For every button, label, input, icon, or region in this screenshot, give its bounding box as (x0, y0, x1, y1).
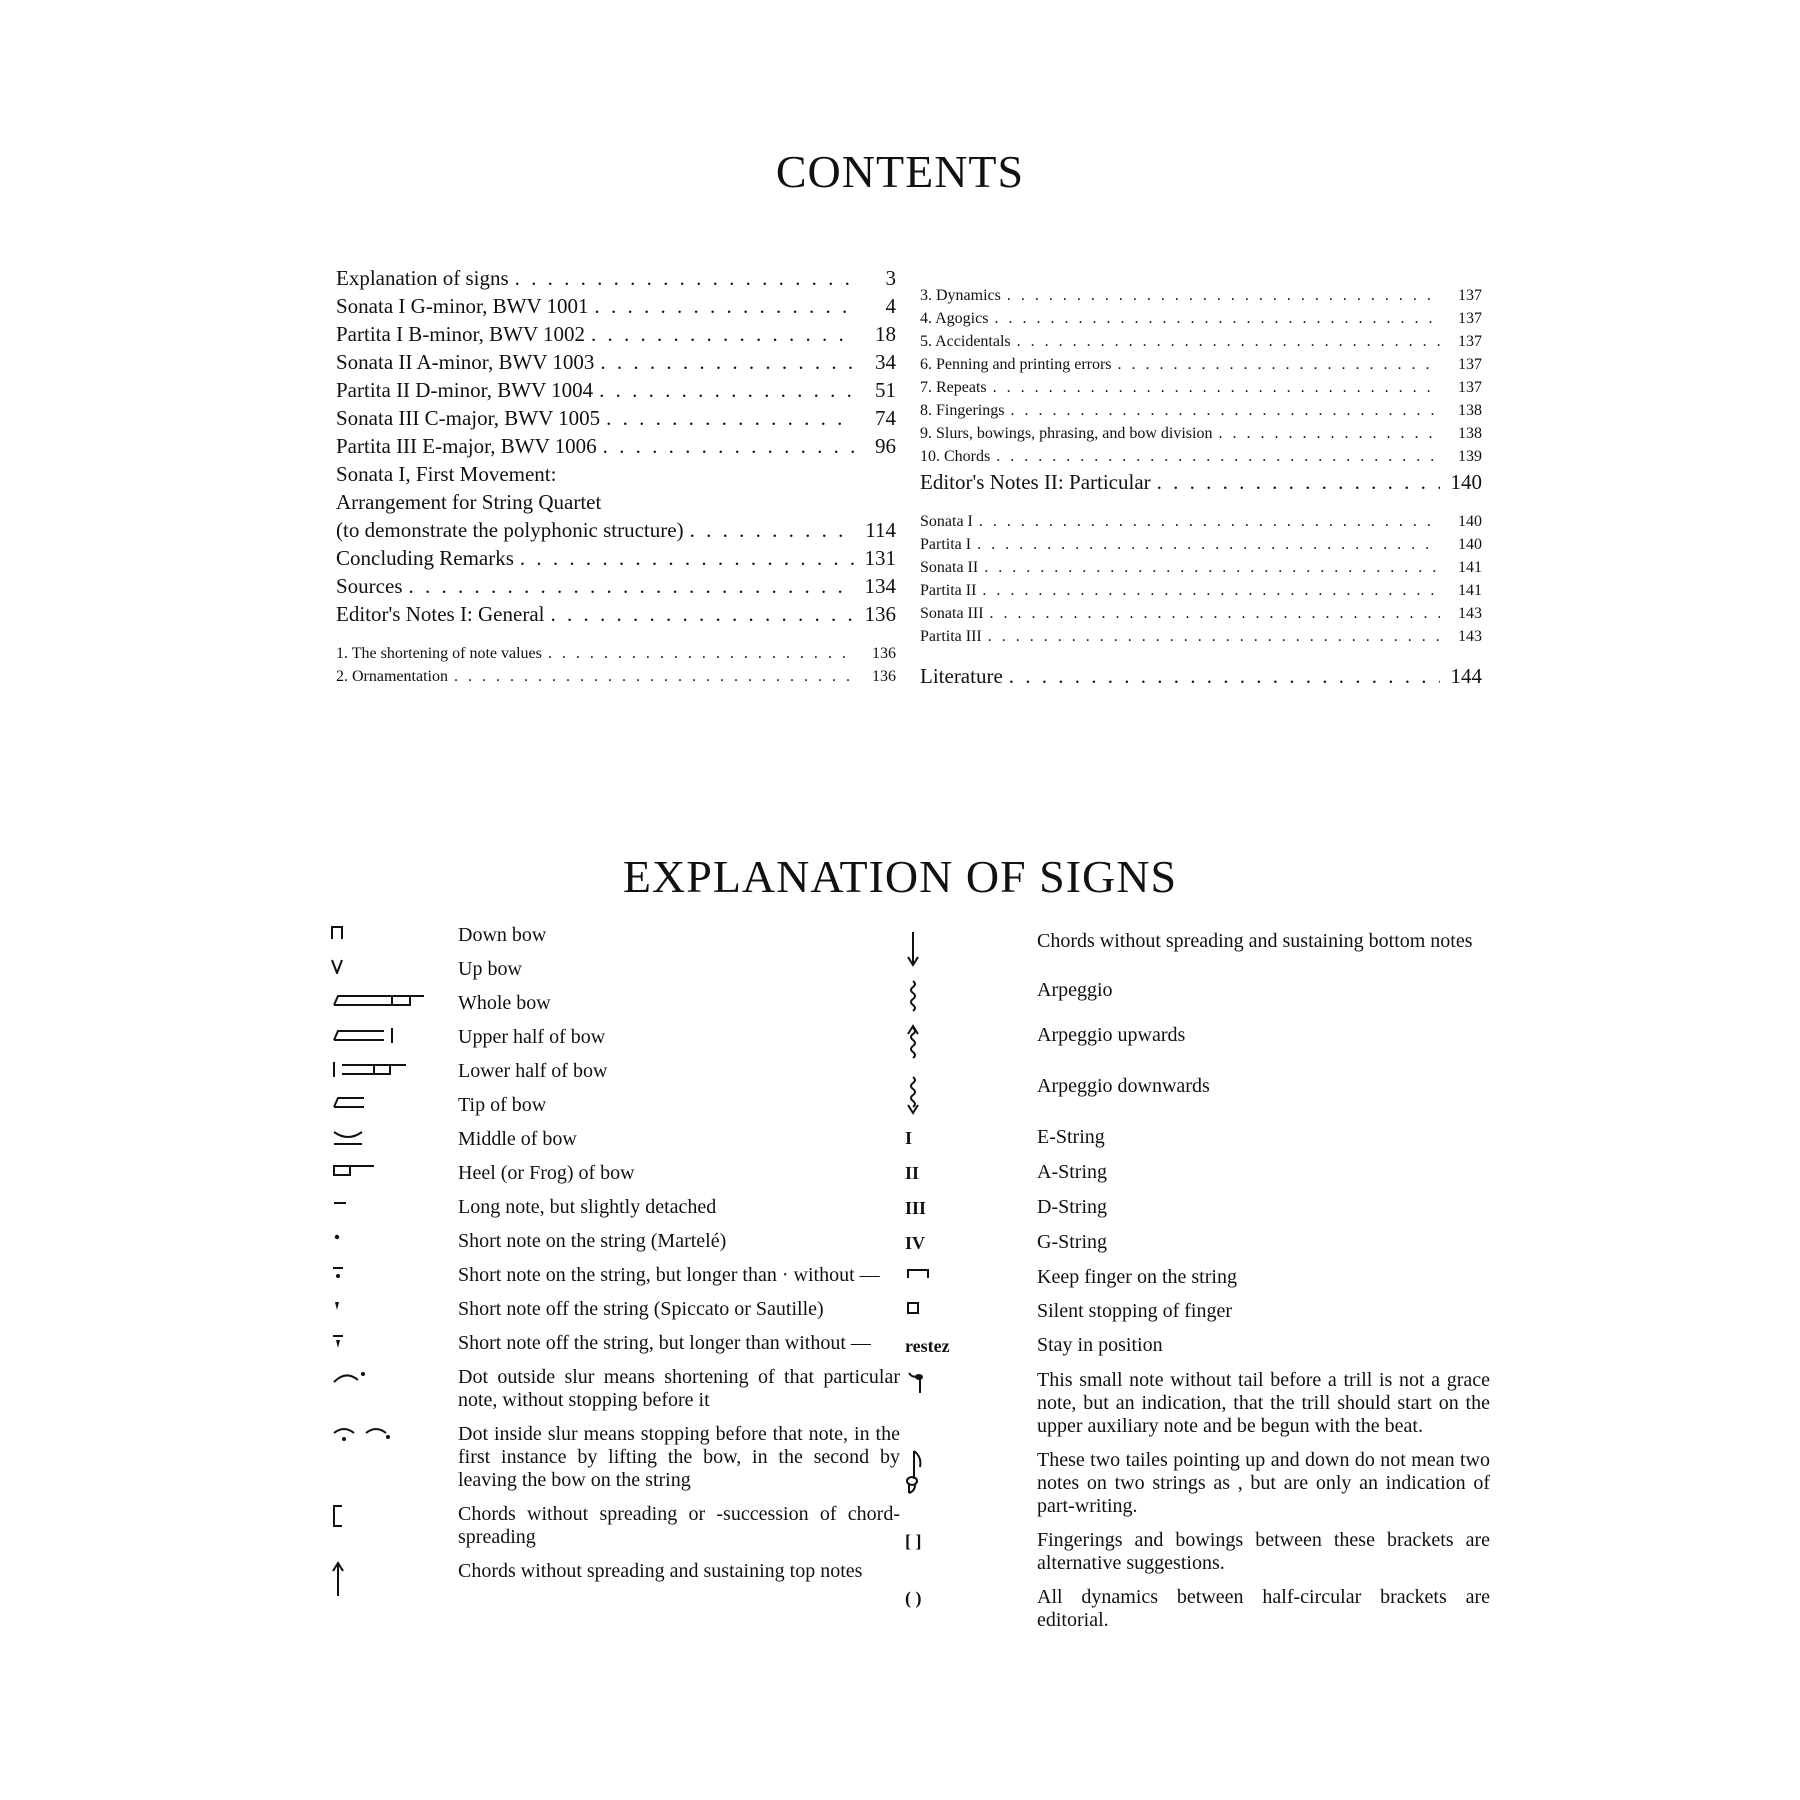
toc-page-number: 114 (865, 518, 896, 542)
sign-description: A-String (1037, 1161, 1107, 1183)
toc-entry-label: 5. Accidentals (920, 333, 1011, 350)
whole-bow-icon (330, 992, 458, 1008)
toc-page-number: 141 (1458, 582, 1482, 599)
toc-leader-dots (606, 404, 854, 432)
dot-inside-slur-icon (330, 1423, 458, 1447)
toc-entry (920, 510, 1482, 533)
sign-row (330, 924, 900, 947)
toc-leader-dots (1118, 353, 1440, 376)
down-bow-icon (330, 924, 458, 940)
toc-gap (920, 496, 1482, 510)
sign-row (905, 1334, 1490, 1358)
toc-page-number: 131 (864, 546, 896, 570)
sign-description: Heel (or Frog) of bow (458, 1162, 635, 1184)
sign-symbol-text (905, 1161, 1037, 1185)
toc-page-number: 136 (872, 645, 896, 662)
toc-entry-label: Partita I B-minor, BWV 1002 (336, 322, 585, 346)
toc-page-number: 18 (875, 322, 896, 346)
sign-symbol-text (905, 1586, 1037, 1610)
sign-description: Dot outside slur means shortening of that particular note, without stopping before it (458, 1366, 900, 1411)
toc-entry-label: Sources (336, 574, 403, 598)
sign-row (905, 1586, 1490, 1632)
toc-entry-label: 7. Repeats (920, 379, 987, 396)
up-bow-icon (330, 958, 458, 974)
toc-leader-dots (979, 510, 1440, 533)
sign-description: Upper half of bow (458, 1026, 606, 1048)
toc-gap (336, 628, 896, 642)
toc-leader-dots (1010, 399, 1440, 422)
keep-finger-icon (905, 1266, 1037, 1280)
sign-description: Short note on the string (Martelé) (458, 1230, 727, 1252)
toc-page-number: 137 (1458, 333, 1482, 350)
sign-row (905, 1161, 1490, 1185)
toc-entry-label: Partita II D-minor, BWV 1004 (336, 378, 594, 402)
arpeggio-down-icon (905, 1075, 1037, 1115)
toc-entry-label: 9. Slurs, bowings, phrasing, and bow division (920, 425, 1213, 442)
toc-entry (336, 376, 896, 404)
toc-page-number: 143 (1458, 628, 1482, 645)
dot-dash-icon (330, 1264, 458, 1282)
toc-entry (920, 330, 1482, 353)
toc-entry (920, 399, 1482, 422)
small-note-icon (905, 1369, 1037, 1395)
toc-page-number: 3 (885, 266, 896, 290)
tip-of-bow-icon (330, 1094, 458, 1110)
toc-page-number: 134 (864, 574, 896, 598)
sign-description: Middle of bow (458, 1128, 577, 1150)
arrow-up-icon (330, 1560, 458, 1598)
toc-entry-label: Editor's Notes I: General (336, 602, 545, 626)
toc-page-number: 140 (1450, 470, 1482, 494)
toc-entry (920, 625, 1482, 648)
contents-title: CONTENTS (775, 146, 1025, 197)
middle-of-bow-icon (330, 1128, 458, 1148)
sign-row (330, 1366, 900, 1412)
toc-entry-label: Explanation of signs (336, 266, 509, 290)
toc-page-number: 96 (875, 434, 896, 458)
sign-row (330, 958, 900, 981)
toc-entry (920, 422, 1482, 445)
toc-entry-label: 8. Fingerings (920, 402, 1005, 419)
toc-leader-dots (982, 579, 1440, 602)
sign-row (905, 1369, 1490, 1438)
sign-row (905, 1529, 1490, 1575)
sign-symbol-label: [ ] (905, 1531, 922, 1551)
sign-description: D-String (1037, 1196, 1107, 1218)
sign-symbol-label: restez (905, 1336, 950, 1356)
toc-leader-dots (548, 642, 854, 665)
sign-description: Arpeggio upwards (1037, 1024, 1186, 1046)
toc-leader-dots (1218, 422, 1440, 445)
toc-entry-label: 3. Dynamics (920, 287, 1001, 304)
sign-description: Lower half of bow (458, 1060, 608, 1082)
tenuto-dash-icon (330, 1196, 458, 1210)
sign-description: Keep finger on the string (1037, 1266, 1237, 1288)
toc-leader-dots (550, 600, 854, 628)
toc-page-number: 136 (872, 668, 896, 685)
toc-page-number: 138 (1458, 425, 1482, 442)
toc-entry-label: Partita II (920, 582, 977, 599)
sign-row (330, 1560, 900, 1598)
sign-symbol-text (905, 1529, 1037, 1553)
sign-description: Chords without spreading or -succession of chord-spreading (458, 1503, 900, 1548)
toc-leader-dots (599, 376, 854, 404)
sign-description: This small note without tail before a trill is not a grace note, but an indication, that the trill should start on the upper auxiliary note and be begun with the beat. (1037, 1369, 1490, 1437)
lower-half-bow-icon (330, 1060, 458, 1078)
sign-row (330, 1423, 900, 1492)
toc-leader-dots (603, 432, 854, 460)
wedge-icon (330, 1298, 458, 1314)
toc-entry (336, 600, 896, 628)
toc-entry (336, 404, 896, 432)
toc-entry (920, 468, 1482, 496)
sign-description: Short note on the string, but longer than · without — (458, 1264, 880, 1286)
toc-leader-dots (1157, 468, 1440, 496)
sign-row (905, 1075, 1490, 1115)
toc-entry-label: Literature (920, 664, 1003, 688)
toc-entry (920, 445, 1482, 468)
toc-entry-label: Sonata III (920, 605, 984, 622)
sign-description: These two tailes pointing up and down do not mean two notes on two strings as , but are only an indication of part-writing. (1037, 1449, 1490, 1517)
sign-description: Short note off the string, but longer than without — (458, 1332, 871, 1354)
toc-leader-dots (990, 602, 1440, 625)
sign-row (330, 1162, 900, 1185)
sign-row (330, 1503, 900, 1549)
toc-leader-dots (690, 516, 854, 544)
dot-outside-slur-icon (330, 1366, 458, 1388)
toc-entry-label: Sonata II (920, 559, 979, 576)
toc-right-column (920, 284, 1482, 690)
toc-left-column (336, 264, 896, 688)
toc-page-number: 137 (1458, 379, 1482, 396)
toc-entry (336, 572, 896, 600)
sign-row (905, 930, 1490, 968)
toc-entry (336, 665, 896, 688)
two-tails-icon (905, 1449, 1037, 1495)
sign-row (330, 1298, 900, 1321)
staccato-dot-icon (330, 1230, 458, 1244)
toc-page-number: 139 (1458, 448, 1482, 465)
toc-leader-dots (515, 264, 854, 292)
toc-entry-label: Editor's Notes II: Particular (920, 470, 1151, 494)
sign-row (330, 1026, 900, 1049)
sign-row (905, 979, 1490, 1013)
toc-entry (920, 579, 1482, 602)
toc-leader-dots (591, 320, 854, 348)
sign-row (330, 1264, 900, 1287)
sign-symbol-label: ( ) (905, 1588, 922, 1608)
sign-row (905, 1300, 1490, 1323)
sign-description: Long note, but slightly detached (458, 1196, 717, 1218)
sign-description: Dot inside slur means stopping before that note, in the first instance by lifting the bow, in the second by leaving the bow on the string (458, 1423, 900, 1491)
toc-gap (920, 648, 1482, 662)
toc-entry-label: Arrangement for String Quartet (336, 490, 602, 514)
sign-row (330, 1196, 900, 1219)
toc-page-number: 141 (1458, 559, 1482, 576)
toc-entry-label: 1. The shortening of note values (336, 645, 542, 662)
toc-entry-label: 2. Ornamentation (336, 668, 448, 685)
wedge-dash-icon (330, 1332, 458, 1352)
toc-leader-dots (454, 665, 854, 688)
toc-entry (920, 602, 1482, 625)
toc-page-number: 137 (1458, 310, 1482, 327)
toc-entry (336, 432, 896, 460)
toc-page-number: 74 (875, 406, 896, 430)
sign-row (330, 992, 900, 1015)
toc-page-number: 34 (875, 350, 896, 374)
sign-row (330, 1060, 900, 1083)
toc-entry-label: Concluding Remarks (336, 546, 514, 570)
toc-page-number: 140 (1458, 513, 1482, 530)
toc-entry (336, 348, 896, 376)
sign-description: Fingerings and bowings between these brackets are alternative suggestions. (1037, 1529, 1490, 1574)
toc-entry-label: 6. Penning and printing errors (920, 356, 1112, 373)
sign-symbol-text (905, 1196, 1037, 1220)
sign-row (330, 1230, 900, 1253)
toc-leader-dots (1017, 330, 1440, 353)
toc-entry (336, 460, 896, 488)
sign-row (905, 1024, 1490, 1064)
toc-leader-dots (409, 572, 855, 600)
toc-leader-dots (595, 292, 855, 320)
toc-page-number: 51 (875, 378, 896, 402)
sign-symbol-label: II (905, 1163, 920, 1183)
arpeggio-icon (905, 979, 1037, 1013)
toc-leader-dots (988, 625, 1440, 648)
toc-leader-dots (1007, 284, 1440, 307)
sign-symbol-label: I (905, 1128, 913, 1148)
toc-entry-label: Partita I (920, 536, 972, 553)
sign-row (905, 1126, 1490, 1150)
sign-description: Silent stopping of finger (1037, 1300, 1232, 1322)
toc-entry-label: Partita III (920, 628, 982, 645)
toc-leader-dots (977, 533, 1440, 556)
toc-entry (336, 642, 896, 665)
arpeggio-up-icon (905, 1024, 1037, 1064)
toc-entry-label: Sonata I G-minor, BWV 1001 (336, 294, 589, 318)
sign-symbol-text (905, 1334, 1037, 1358)
sign-description: Down bow (458, 924, 547, 946)
sign-description: Arpeggio (1037, 979, 1113, 1001)
toc-page-number: 143 (1458, 605, 1482, 622)
sign-description: G-String (1037, 1231, 1107, 1253)
sign-row (330, 1128, 900, 1151)
sign-row (905, 1266, 1490, 1289)
toc-entry-label: Sonata II A-minor, BWV 1003 (336, 350, 595, 374)
toc-entry-label: Sonata I, First Movement: (336, 462, 557, 486)
sign-row (905, 1196, 1490, 1220)
toc-page-number: 140 (1458, 536, 1482, 553)
toc-page-number: 4 (885, 294, 896, 318)
toc-leader-dots (994, 307, 1440, 330)
toc-entry (920, 353, 1482, 376)
signs-left-column (330, 924, 900, 1609)
sign-description: Up bow (458, 958, 522, 980)
sign-description: Whole bow (458, 992, 551, 1014)
sign-symbol-label: IV (905, 1233, 926, 1253)
sign-row (905, 1449, 1490, 1518)
toc-entry (336, 292, 896, 320)
toc-entry (920, 284, 1482, 307)
toc-entry (920, 533, 1482, 556)
toc-page-number: 144 (1450, 664, 1482, 688)
toc-entry (920, 376, 1482, 399)
arrow-down-icon (905, 930, 1037, 968)
toc-leader-dots (520, 544, 854, 572)
toc-entry (920, 662, 1482, 690)
sign-row (905, 1231, 1490, 1255)
sign-symbol-text (905, 1126, 1037, 1150)
explanation-of-signs-title: EXPLANATION OF SIGNS (622, 851, 1178, 902)
heel-of-bow-icon (330, 1162, 458, 1178)
toc-entry-label: Sonata III C-major, BWV 1005 (336, 406, 601, 430)
toc-entry (920, 556, 1482, 579)
toc-entry-label: (to demonstrate the polyphonic structure) (336, 518, 684, 542)
bracket-chord-icon (330, 1503, 458, 1529)
toc-leader-dots (600, 348, 854, 376)
toc-page-number: 136 (864, 602, 896, 626)
toc-leader-dots (984, 556, 1440, 579)
toc-page-number: 138 (1458, 402, 1482, 419)
sign-description: E-String (1037, 1126, 1105, 1148)
signs-right-column (905, 930, 1490, 1643)
sign-symbol-label: III (905, 1198, 927, 1218)
toc-entry (336, 320, 896, 348)
toc-entry (336, 544, 896, 572)
toc-leader-dots (993, 376, 1440, 399)
sign-row (330, 1094, 900, 1117)
silent-stop-icon (905, 1300, 1037, 1316)
toc-entry (336, 264, 896, 292)
toc-entry (336, 516, 896, 544)
sign-row (330, 1332, 900, 1355)
sign-description: Tip of bow (458, 1094, 547, 1116)
toc-page-number: 137 (1458, 356, 1482, 373)
upper-half-bow-icon (330, 1026, 458, 1044)
toc-entry-label: 10. Chords (920, 448, 991, 465)
sign-description: Chords without spreading and sustaining bottom notes (1037, 930, 1473, 952)
toc-entry-label: Partita III E-major, BWV 1006 (336, 434, 597, 458)
toc-page-number: 137 (1458, 287, 1482, 304)
sign-description: Stay in position (1037, 1334, 1163, 1356)
toc-leader-dots (996, 445, 1440, 468)
sign-description: All dynamics between half-circular brackets are editorial. (1037, 1586, 1490, 1631)
sign-description: Arpeggio downwards (1037, 1075, 1210, 1097)
toc-entry-label: 4. Agogics (920, 310, 989, 327)
sign-symbol-text (905, 1231, 1037, 1255)
sign-description: Chords without spreading and sustaining top notes (458, 1560, 863, 1582)
toc-entry (336, 488, 896, 516)
toc-entry (920, 307, 1482, 330)
toc-entry-label: Sonata I (920, 513, 973, 530)
sign-description: Short note off the string (Spiccato or Sautille) (458, 1298, 824, 1320)
toc-leader-dots (1009, 662, 1440, 690)
